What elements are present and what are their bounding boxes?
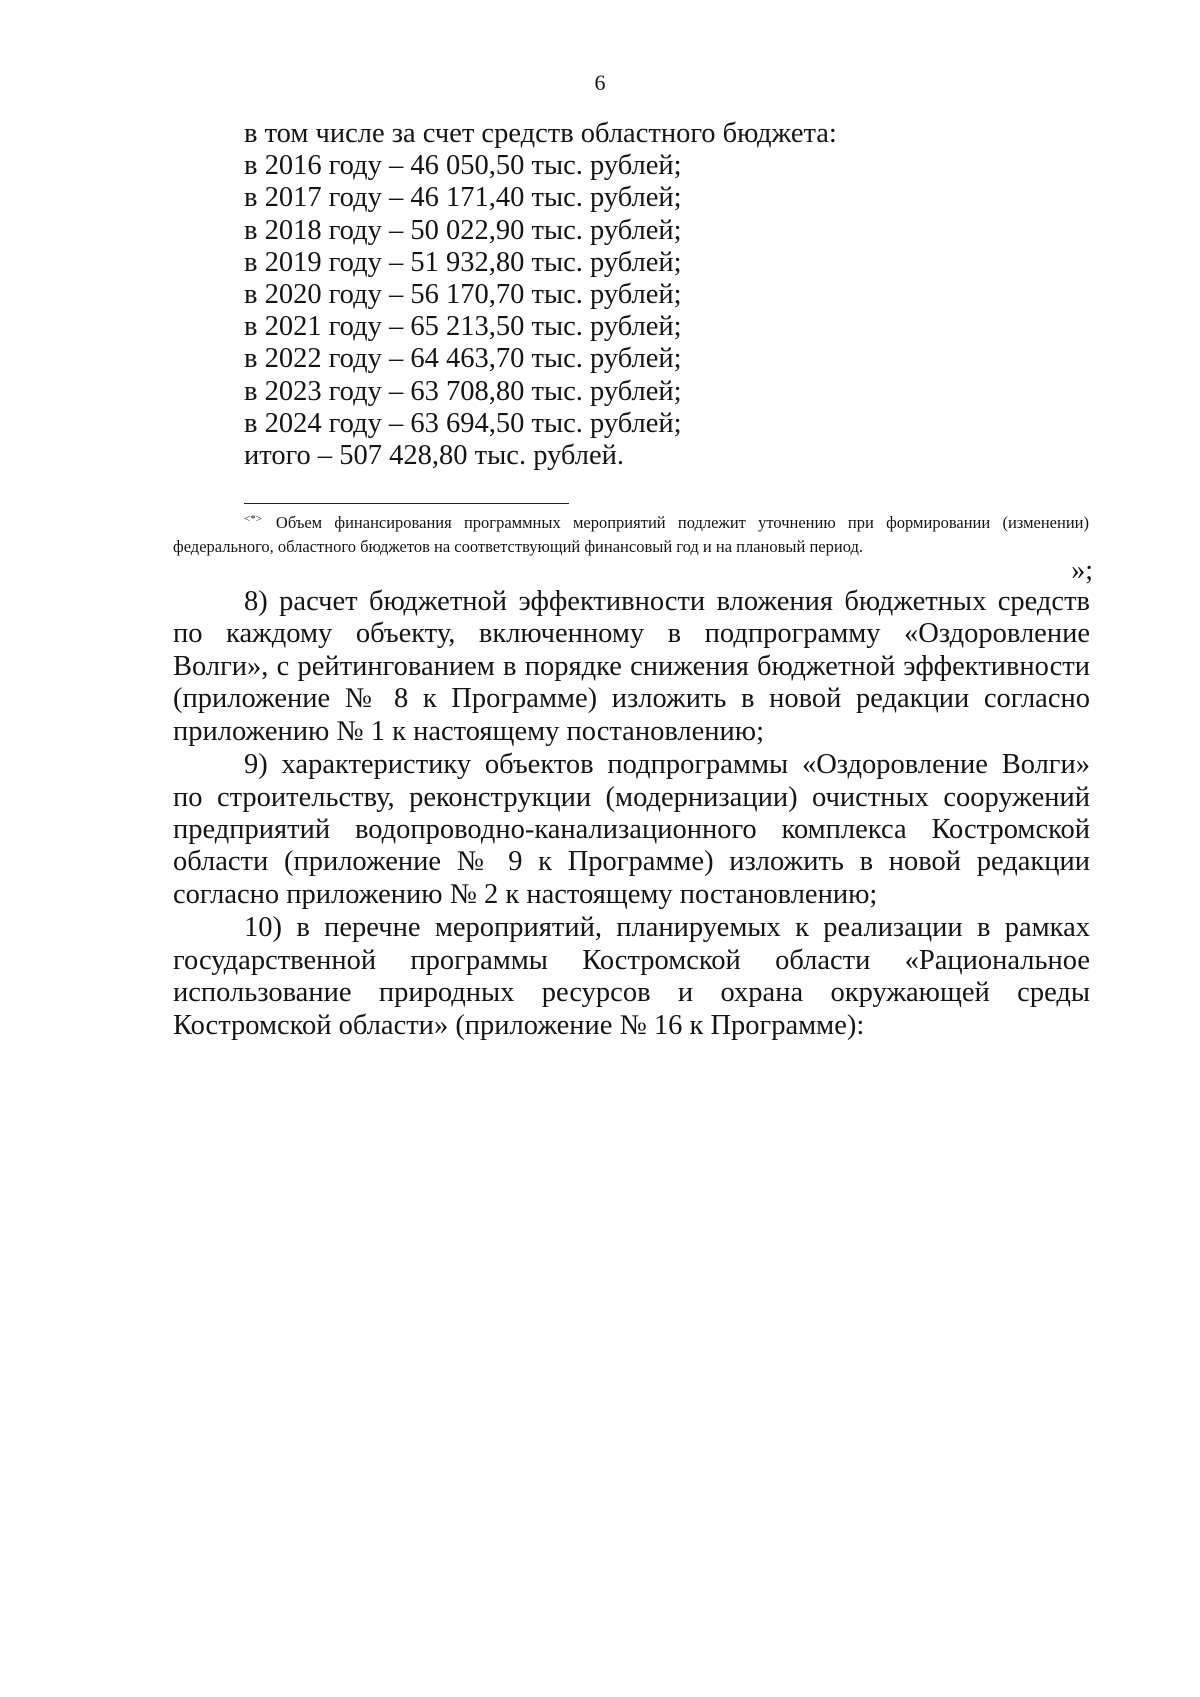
paragraph-item-8: 8) расчет бюджетной эффективности вложения бюджетных средств по каждому объекту, включенному в подпрограмму «Оздоровление Волги», с рейтингованием в порядке снижения бюджетной эффективности (приложение № 8 к Программе) изложить в новой редакции согласно приложению № 1 к настоящему постановлению; [173,586,1090,747]
footnote [173,507,1089,559]
closing-quote: »; [1071,555,1093,586]
funding-year-2017: в 2017 году – 46 171,40 тыс. рублей; [244,182,682,214]
paragraph-item-10: 10) в перечне мероприятий, планируемых к реализации в рамках государственной программы Костромской области «Рациональное использование природных ресурсов и охрана окружающей среды Костромской области» (приложение № 16 к Программе): [173,912,1090,1041]
funding-year-2021: в 2021 году – 65 213,50 тыс. рублей; [244,311,682,343]
funding-year-2020: в 2020 году – 56 170,70 тыс. рублей; [244,279,682,311]
funding-year-2018: в 2018 году – 50 022,90 тыс. рублей; [244,214,682,246]
funding-year-2022: в 2022 году – 64 463,70 тыс. рублей; [244,343,682,375]
funding-year-2019: в 2019 году – 51 932,80 тыс. рублей; [244,246,682,278]
footnote-text: Объем финансирования программных мероприятий подлежит уточнению при формировании (изменении) федерального, областного бюджетов на соответствующий финансовый год и на плановый период. [173,513,1089,556]
funding-year-2024: в 2024 году – 63 694,50 тыс. рублей; [244,407,682,439]
funding-list [244,118,837,472]
paragraph-item-9: 9) характеристику объектов подпрограммы «Оздоровление Волги» по строительству, реконструкции (модернизации) очистных сооружений предприятий водопроводно-канализационного комплекса Костромской области (приложение № 9 к Программе) изложить в новой редакции согласно приложению № 2 к настоящему постановлению; [173,749,1090,910]
page-number: 6 [594,70,606,95]
footnote-separator [244,503,569,504]
funding-year-2016: в 2016 году – 46 050,50 тыс. рублей; [244,150,682,182]
funding-year-2023: в 2023 году – 63 708,80 тыс. рублей; [244,375,682,407]
footnote-mark: <*> [244,513,262,525]
funding-total: итого – 507 428,80 тыс. рублей. [244,440,624,472]
amendment-items [173,586,1090,1043]
funding-intro: в том числе за счет средств областного бюджета: [244,118,837,149]
